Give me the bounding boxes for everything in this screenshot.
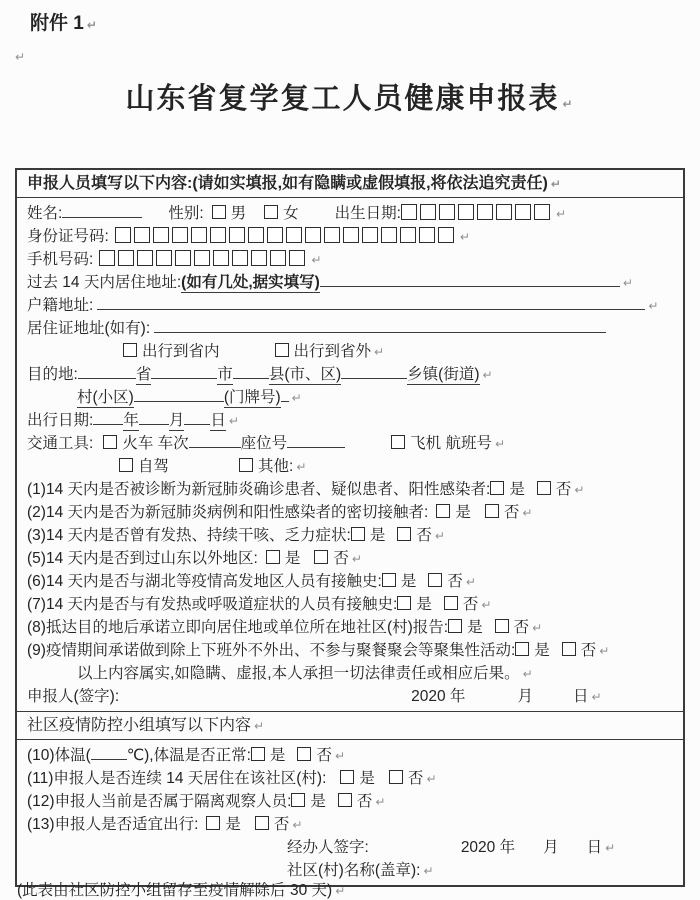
id-digit-boxes [115,228,457,245]
phone-label: 手机号码: [27,251,94,268]
no-label: 否 [333,550,349,567]
travel-date-label: 出行日期: [27,412,94,429]
form-title [0,76,700,117]
paragraph-mark: ↵ [481,598,492,612]
applicant-section-header [17,170,683,198]
digit-box[interactable] [175,250,191,266]
spacer [369,851,461,852]
form-title-text: 山东省复学复工人员健康申报表 [125,83,560,115]
checkbox-yes[interactable] [382,573,396,587]
community-name-label: 社区(村)名称(盖章): [287,862,421,879]
paragraph-mark: ↵ [555,207,567,221]
yes-label: 是 [400,573,417,590]
attachment-label [30,8,97,35]
paragraph-mark: ↵ [532,621,543,635]
city-label: 市 [217,366,233,383]
sign-month: 月 [517,688,533,705]
no-label: 否 [447,573,463,590]
paragraph-mark: ↵ [550,177,561,191]
dob-digit-boxes [401,205,553,222]
paragraph-mark: ↵ [599,644,610,658]
digit-box[interactable] [419,227,435,243]
spacer [345,447,391,448]
year-label: 年 [123,412,139,429]
checkbox-yes[interactable] [266,550,280,564]
checkbox-no[interactable] [537,481,551,495]
paragraph-mark: ↵ [291,391,302,405]
sign-month: 月 [543,839,559,856]
digit-box[interactable] [400,227,416,243]
village-blank[interactable] [134,386,224,402]
digit-box[interactable] [191,227,207,243]
handler-sign-label: 经办人签字: [287,839,369,856]
checkbox-yes[interactable] [448,619,462,633]
spacer [471,516,485,517]
outside-province-label: 出行到省外 [293,343,372,360]
line-hukou-address [27,294,677,317]
no-label: 否 [407,770,424,787]
q10-text-b: ℃),体温是否正常: [126,747,251,764]
phone-digit-boxes [99,251,308,268]
spacer [326,805,338,806]
paragraph-mark: ↵ [296,460,307,474]
line-transport [27,432,677,455]
spacer [326,782,340,783]
name-label: 姓名: [27,205,63,222]
province-label: 省 [135,366,152,383]
checkbox-no[interactable] [389,770,403,784]
digit-box[interactable] [118,250,134,266]
paragraph-mark: ↵ [648,299,659,313]
digit-box[interactable] [137,250,153,266]
village-label: 村(小区) [77,389,134,406]
paragraph-mark: ↵ [605,841,616,855]
no-label: 否 [356,793,373,810]
paragraph-mark: ↵ [292,818,303,832]
digit-box[interactable] [213,250,229,266]
digit-box[interactable] [153,227,169,243]
checkbox-yes[interactable] [490,481,504,495]
paragraph-mark: ↵ [86,18,97,32]
checkbox-no[interactable] [428,573,442,587]
year-blank[interactable] [93,409,123,425]
no-label: 否 [555,481,572,498]
no-label: 否 [503,504,520,521]
community-section-header [17,711,683,740]
line-q12 [27,790,677,813]
digit-box[interactable] [381,227,397,243]
name-blank[interactable] [62,202,142,218]
spacer [246,217,264,218]
spacer [93,447,103,448]
spacer [241,828,255,829]
spacer [142,217,168,218]
spacer [525,493,537,494]
seat-number-blank[interactable] [287,432,345,448]
sign-year: 2020 年 [411,688,466,705]
digit-box[interactable] [99,250,115,266]
checkbox-yes[interactable] [351,527,365,541]
temperature-blank[interactable] [91,744,127,760]
line-residence-permit-address [27,317,677,340]
within-province-label: 出行到省内 [142,343,220,360]
line-phone-number [27,248,677,271]
checkbox-plane[interactable] [391,435,405,449]
other-label: 其他: [258,458,294,475]
line-q6 [27,570,677,593]
yes-label: 是 [369,527,386,544]
yes-label: 是 [534,642,550,659]
line-q3 [27,524,677,547]
checkbox-yes[interactable] [515,642,529,656]
digit-box[interactable] [286,227,302,243]
residence-permit-blank[interactable] [154,317,606,333]
digit-box[interactable] [324,227,340,243]
digit-box[interactable] [496,204,512,220]
paragraph-mark: ↵ [374,345,385,359]
addr14-hint: (如有几处,据实填写) [181,274,320,291]
checkbox-other[interactable] [239,458,253,472]
spacer [428,516,436,517]
applicant-sign-label: 申报人(签字): [27,688,120,705]
line-village [27,386,677,409]
month-blank[interactable] [139,409,169,425]
sign-day: 日 [572,688,589,705]
q10-text-a: (10)体温( [27,747,91,764]
hukou-label: 户籍地址: [27,297,94,314]
digit-box[interactable] [515,204,531,220]
yes-label: 是 [455,504,471,521]
dob-label: 出生日期: [334,205,401,222]
line-q8 [27,616,677,639]
paragraph-mark: ↵ [335,884,346,898]
hukou-blank[interactable] [97,294,645,310]
female-label: 女 [283,205,299,222]
city-blank[interactable] [151,363,217,379]
applicant-section-header-text: 申报人员填写以下内容:(请如实填报,如有隐瞒或虚假填报,将依法追究责任) [27,175,548,192]
declaration-text: 以上内容属实,如隐瞒、虚报,本人承担一切法律责任或相应后果。 [77,665,520,682]
footnote [17,878,345,900]
attachment-text: 附件 1 [30,13,84,34]
digit-box[interactable] [270,250,286,266]
q9-text: (9)疫情期间承诺做到除上下班外不外出、不参与聚餐聚会等聚集性活动: [27,642,516,659]
spacer [169,470,239,471]
line-q5 [27,547,677,570]
line-transport-2 [27,455,677,478]
checkbox-male[interactable] [212,205,226,219]
digit-box[interactable] [401,204,417,220]
yes-label: 是 [467,619,483,636]
paragraph-mark: ↵ [562,97,575,111]
q13-text: (13)申报人是否适宜出行: [27,816,199,833]
checkbox-yes[interactable] [397,596,411,610]
paragraph-mark: ↵ [351,552,362,566]
spacer [550,654,562,655]
paragraph-mark: ↵ [574,483,585,497]
destination-label: 目的地: [27,366,78,383]
paragraph-mark: ↵ [622,276,633,290]
province-blank[interactable] [78,363,136,379]
line-q2 [27,501,677,524]
paragraph-mark: ↵ [426,772,437,786]
paragraph-mark: ↵ [522,667,533,681]
checkbox-no[interactable] [397,527,411,541]
train-number-blank[interactable] [189,432,241,448]
checkbox-yes[interactable] [251,747,265,761]
line-id-number [27,225,677,248]
line-destination [27,363,677,386]
transport-label: 交通工具: [27,435,94,452]
digit-box[interactable] [267,227,283,243]
digit-box[interactable] [248,227,264,243]
township-blank[interactable] [341,363,407,379]
digit-box[interactable] [251,250,267,266]
checkbox-no[interactable] [495,619,509,633]
male-label: 男 [230,205,247,222]
sign-day: 日 [586,839,603,856]
gender-label: 性别: [168,205,204,222]
checkbox-within-province[interactable] [123,343,137,357]
digit-box[interactable] [362,227,378,243]
line-q7 [27,593,677,616]
house-number-label: (门牌号) [223,389,281,406]
digit-box[interactable] [194,250,210,266]
yes-label: 是 [284,550,301,567]
q11-text: (11)申报人是否连续 14 天居住在该社区(村): [27,770,327,787]
paragraph-mark: ↵ [423,864,434,878]
paragraph-mark: ↵ [15,50,26,64]
q7-text: (7)14 天内是否与有发热或呼吸道症状的人员有接触史: [27,596,398,613]
checkbox-no[interactable] [338,793,352,807]
paragraph-mark: ↵ [494,437,506,451]
line-q11 [27,767,677,790]
seat-label: 座位号 [240,435,288,452]
yes-label: 是 [509,481,525,498]
digit-box[interactable] [305,227,321,243]
checkbox-no[interactable] [255,816,269,830]
footnote-text: (此表由社区防控小组留存至疫情解除后 30 天) [17,882,333,899]
line-q9 [27,639,677,662]
yes-label: 是 [359,770,375,787]
spacer [432,608,444,609]
paragraph-mark: ↵ [311,253,322,267]
paragraph-mark: ↵ [254,719,265,733]
spacer [385,539,397,540]
no-label: 否 [580,642,597,659]
digit-box[interactable] [439,204,455,220]
addr14-label: 过去 14 天内居住地址: [27,274,182,291]
id-label: 身份证号码: [27,228,109,245]
line-address-14d [27,271,677,294]
community-section [17,740,683,885]
yes-label: 是 [225,816,241,833]
checkbox-self-drive[interactable] [119,458,133,472]
checkbox-yes[interactable] [340,770,354,784]
yes-label: 是 [416,596,432,613]
spacer [300,562,314,563]
line-travel-date [27,409,677,432]
line-applicant-signature [27,685,677,708]
no-label: 否 [416,527,432,544]
spacer [198,828,206,829]
paragraph-mark: ↵ [375,795,386,809]
q8-text: (8)抵达目的地后承诺立即向居住地或单位所在地社区(村)报告: [27,619,449,636]
addr14-blank[interactable] [320,271,620,287]
spacer [533,700,573,701]
spacer [258,562,266,563]
spacer [465,700,517,701]
sign-year: 2020 年 [460,839,516,856]
digit-box[interactable] [289,250,305,266]
spacer [220,355,275,356]
spacer [299,217,335,218]
train-label: 火车 车次 [122,435,189,452]
checkbox-yes[interactable] [436,504,450,518]
q5-text: (5)14 天内是否到过山东以外地区: [27,550,258,567]
checkbox-no[interactable] [444,596,458,610]
paragraph-mark: ↵ [228,414,239,428]
line-q13 [27,813,677,836]
digit-box[interactable] [420,204,436,220]
month-label: 月 [168,412,185,429]
q2-text: (2)14 天内是否为新冠肺炎病例和阳性感染者的密切接触者: [27,504,429,521]
digit-box[interactable] [134,227,150,243]
spacer [204,217,212,218]
q6-text: (6)14 天内是否与湖北等疫情高发地区人员有接触史: [27,573,382,590]
house-number-blank[interactable] [281,386,289,402]
line-declaration [27,662,677,685]
paragraph-mark: ↵ [459,230,470,244]
line-handler-signature [27,836,677,859]
checkbox-yes[interactable] [291,793,305,807]
digit-box[interactable] [232,250,248,266]
paragraph-mark: ↵ [465,575,476,589]
digit-box[interactable] [343,227,359,243]
spacer [285,759,297,760]
residence-permit-label: 居住证地址(如有): [27,320,151,337]
paragraph-mark: ↵ [591,690,602,704]
community-section-header-text: 社区疫情防控小组填写以下内容 [27,717,252,734]
paragraph-mark: ↵ [334,749,346,763]
no-label: 否 [513,619,530,636]
digit-box[interactable] [210,227,226,243]
flight-label: 飞机 航班号 [410,435,492,452]
yes-label: 是 [310,793,326,810]
digit-box[interactable] [172,227,188,243]
yes-label: 是 [269,747,286,764]
spacer [483,631,495,632]
spacer [515,851,543,852]
line-q1 [27,478,677,501]
no-label: 否 [273,816,290,833]
checkbox-no[interactable] [485,504,499,518]
q1-text: (1)14 天内是否被诊断为新冠肺炎确诊患者、疑似患者、阳性感染者: [27,481,491,498]
township-label: 乡镇(街道) [407,366,480,383]
checkbox-outside-province[interactable] [275,343,289,357]
checkbox-female[interactable] [264,205,278,219]
line-name-gender-dob [27,202,677,225]
applicant-section [17,198,683,711]
digit-box[interactable] [229,227,245,243]
checkbox-yes[interactable] [206,816,220,830]
paragraph-mark: ↵ [434,529,445,543]
digit-box[interactable] [477,204,493,220]
declaration-form-table [15,168,685,887]
q12-text: (12)申报人当前是否属于隔离观察人员: [27,793,292,810]
checkbox-no[interactable] [297,747,311,761]
self-drive-label: 自驾 [138,458,170,475]
spacer [375,782,389,783]
county-label: 县(市、区) [268,366,342,383]
line-q10 [27,744,677,767]
no-label: 否 [316,747,332,764]
checkbox-train[interactable] [103,435,117,449]
digit-box[interactable] [458,204,474,220]
checkbox-no[interactable] [562,642,576,656]
line-travel-scope [27,340,677,363]
day-blank[interactable] [184,409,210,425]
digit-box[interactable] [115,227,131,243]
paragraph-mark: ↵ [482,368,493,382]
checkbox-no[interactable] [314,550,328,564]
q3-text: (3)14 天内是否曾有发热、持续干咳、乏力症状: [27,527,351,544]
no-label: 否 [462,596,479,613]
day-label: 日 [210,412,226,429]
spacer [416,585,428,586]
digit-box[interactable] [534,204,550,220]
digit-box[interactable] [156,250,172,266]
spacer [119,700,411,701]
digit-box[interactable] [438,227,454,243]
paragraph-mark: ↵ [522,506,533,520]
spacer [559,851,587,852]
county-blank[interactable] [233,363,269,379]
